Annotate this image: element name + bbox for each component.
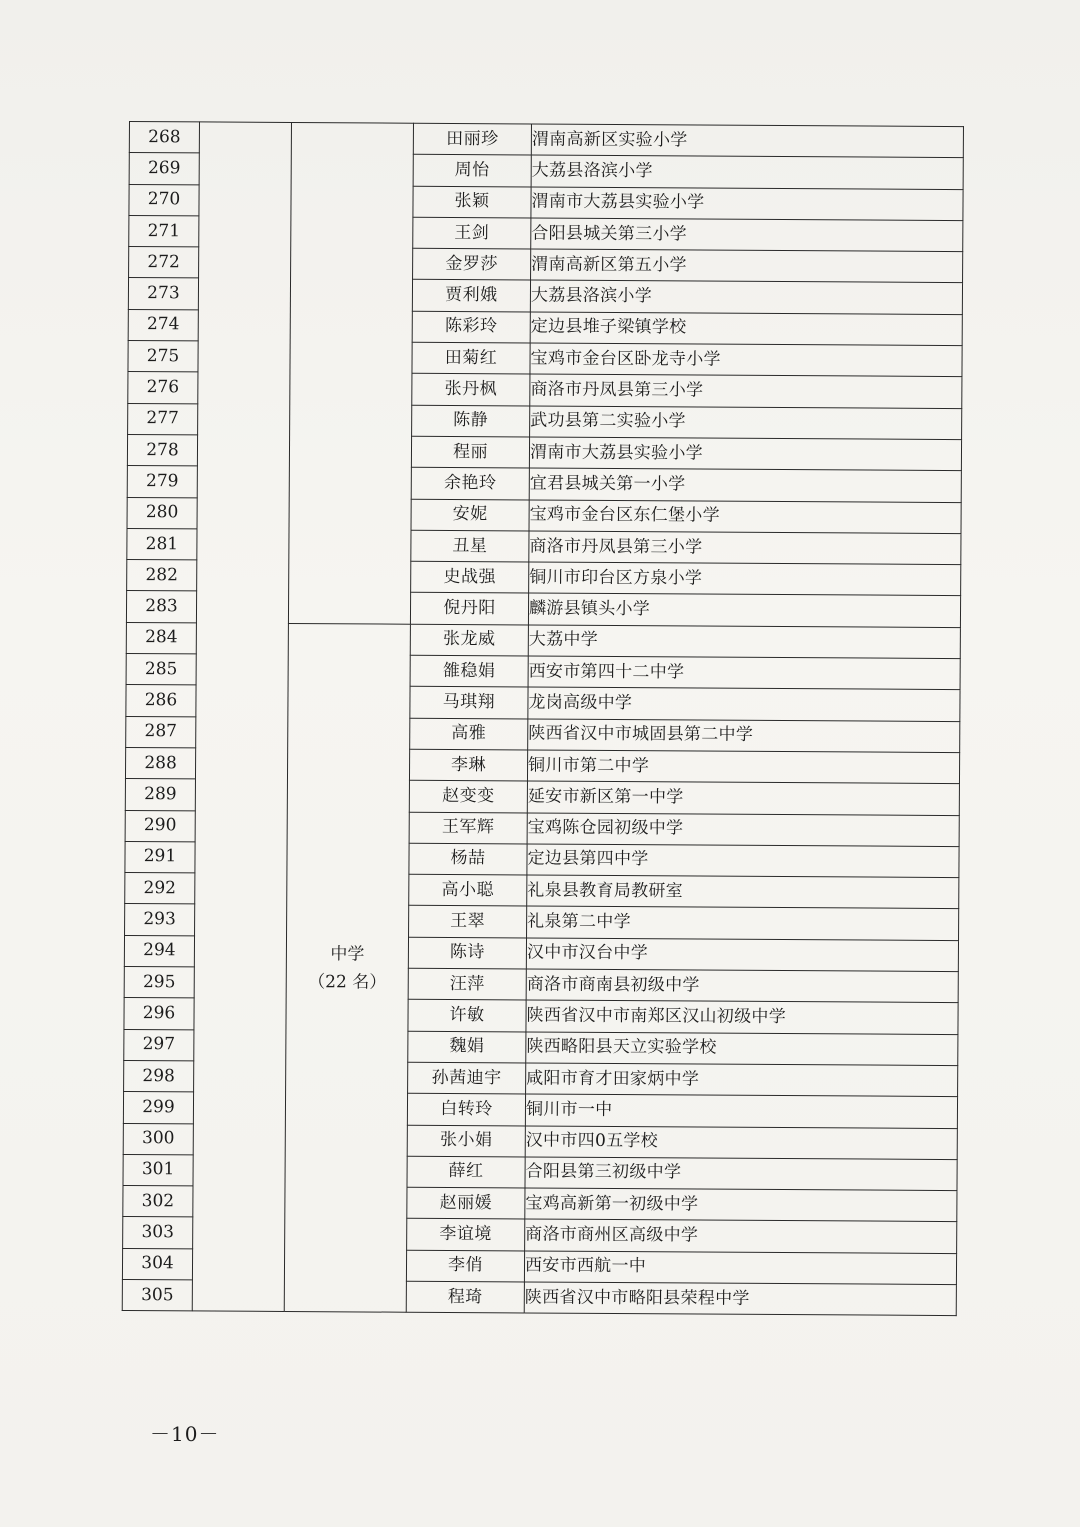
row-number: 292 [125, 873, 195, 905]
school-name: 铜川市一中 [525, 1094, 957, 1128]
school-name: 合阳县城关第三小学 [531, 218, 963, 252]
row-number: 279 [127, 466, 197, 498]
row-number: 268 [129, 122, 199, 154]
teacher-name: 赵丽媛 [407, 1187, 525, 1219]
teacher-name: 陈诗 [408, 937, 526, 969]
teacher-name: 田菊红 [412, 342, 530, 374]
group-cell [192, 122, 291, 1312]
row-number: 285 [126, 654, 196, 686]
teacher-name: 倪丹阳 [410, 593, 528, 625]
teacher-name: 张丹枫 [412, 374, 530, 406]
table-row [129, 122, 963, 158]
row-number: 270 [129, 184, 199, 216]
teacher-name: 金罗莎 [413, 248, 531, 280]
school-name: 宜君县城关第一小学 [529, 468, 961, 502]
school-name: 商洛市丹凤县第三小学 [530, 374, 962, 408]
school-name: 渭南市大荔县实验小学 [529, 437, 961, 471]
row-number: 275 [128, 341, 198, 373]
teacher-name: 张龙威 [410, 624, 528, 656]
roster-table [122, 121, 964, 1316]
school-name: 礼泉县教育局教研室 [527, 875, 959, 909]
school-name: 大荔县洛滨小学 [530, 280, 962, 314]
row-number: 297 [124, 1029, 194, 1061]
teacher-name: 安妮 [411, 499, 529, 531]
teacher-name: 程丽 [411, 436, 529, 468]
school-name: 汉中市汉台中学 [526, 938, 958, 972]
school-name: 汉中市四0五学校 [525, 1125, 957, 1159]
row-number: 273 [128, 278, 198, 310]
row-number: 299 [123, 1092, 193, 1124]
school-name: 商洛市商州区高级中学 [525, 1219, 957, 1253]
row-number: 296 [124, 998, 194, 1030]
row-number: 301 [123, 1154, 193, 1186]
school-name: 宝鸡陈仓园初级中学 [527, 812, 959, 846]
row-number: 290 [125, 810, 195, 842]
teacher-name: 魏娟 [408, 1031, 526, 1063]
row-number: 271 [129, 215, 199, 247]
teacher-name: 张小娟 [407, 1125, 525, 1157]
teacher-name: 余艳玲 [411, 467, 529, 499]
teacher-name: 赵变变 [409, 780, 527, 812]
row-number: 281 [127, 528, 197, 560]
category-count: （22 名） [308, 971, 387, 993]
teacher-name: 薛红 [407, 1156, 525, 1188]
teacher-name: 高小聪 [409, 874, 527, 906]
teacher-name: 陈彩玲 [412, 311, 530, 343]
teacher-name: 李俏 [406, 1250, 524, 1282]
page-number: －10－ [150, 1422, 220, 1446]
teacher-name: 雒稳娟 [410, 655, 528, 687]
roster-body [122, 122, 963, 1316]
teacher-name: 周怡 [413, 155, 531, 187]
row-number: 303 [123, 1217, 193, 1249]
row-number: 286 [126, 685, 196, 717]
row-number: 288 [125, 747, 195, 779]
school-name: 陕西省汉中市城固县第二中学 [528, 719, 960, 753]
teacher-name: 程琦 [406, 1281, 524, 1313]
category-cell-primary [288, 122, 413, 623]
school-name: 龙岗高级中学 [528, 687, 960, 721]
school-name: 定边县堆子梁镇学校 [530, 312, 962, 346]
school-name: 渭南市大荔县实验小学 [531, 187, 963, 221]
row-number: 277 [128, 403, 198, 435]
row-number: 300 [123, 1123, 193, 1155]
school-name: 陕西省汉中市南郑区汉山初级中学 [526, 1000, 958, 1034]
row-number: 295 [124, 967, 194, 999]
row-number: 284 [126, 622, 196, 654]
row-number: 269 [129, 153, 199, 185]
row-number: 293 [125, 904, 195, 936]
row-number: 287 [126, 716, 196, 748]
teacher-name: 张颖 [413, 186, 531, 218]
school-name: 铜川市印台区方泉小学 [529, 562, 961, 596]
school-name: 宝鸡市金台区卧龙寺小学 [530, 343, 962, 377]
teacher-name: 李谊境 [407, 1219, 525, 1251]
school-name: 铜川市第二中学 [527, 750, 959, 784]
row-number: 278 [127, 434, 197, 466]
row-number: 272 [129, 247, 199, 279]
teacher-name: 杨喆 [409, 843, 527, 875]
row-number: 280 [127, 497, 197, 529]
row-number: 289 [125, 779, 195, 811]
teacher-name: 孙茜迪宇 [408, 1062, 526, 1094]
teacher-name: 贾利娥 [412, 280, 530, 312]
school-name: 商洛市商南县初级中学 [526, 969, 958, 1003]
teacher-name: 陈静 [412, 405, 530, 437]
row-number: 283 [126, 591, 196, 623]
teacher-name: 王剑 [413, 217, 531, 249]
school-name: 定边县第四中学 [527, 844, 959, 878]
teacher-name: 王翠 [409, 906, 527, 938]
row-number: 291 [125, 841, 195, 873]
school-name: 渭南高新区实验小学 [531, 124, 963, 158]
school-name: 礼泉第二中学 [527, 906, 959, 940]
teacher-name: 丑星 [411, 530, 529, 562]
teacher-name: 李琳 [409, 749, 527, 781]
teacher-name: 许敏 [408, 1000, 526, 1032]
teacher-name: 史战强 [411, 561, 529, 593]
school-name: 西安市第四十二中学 [528, 656, 960, 690]
teacher-name: 白转玲 [407, 1093, 525, 1125]
school-name: 武功县第二实验小学 [530, 406, 962, 440]
teacher-name: 田丽珍 [413, 123, 531, 155]
school-name: 宝鸡高新第一初级中学 [525, 1188, 957, 1222]
category-label: 中学 [330, 943, 365, 964]
teacher-name: 马琪翔 [410, 687, 528, 719]
row-number: 274 [128, 309, 198, 341]
school-name: 渭南高新区第五小学 [531, 249, 963, 283]
row-number: 302 [123, 1186, 193, 1218]
school-name: 商洛市丹凤县第三小学 [529, 531, 961, 565]
row-number: 294 [124, 935, 194, 967]
teacher-name: 王军辉 [409, 812, 527, 844]
row-number: 282 [127, 560, 197, 592]
school-name: 西安市西航一中 [524, 1251, 956, 1285]
teacher-name: 高雅 [410, 718, 528, 750]
teacher-name: 汪萍 [408, 968, 526, 1000]
school-name: 合阳县第三初级中学 [525, 1157, 957, 1191]
school-name: 陕西略阳县天立实验学校 [526, 1032, 958, 1066]
school-name: 陕西省汉中市略阳县荣程中学 [524, 1282, 956, 1316]
school-name: 麟游县镇头小学 [528, 593, 960, 627]
row-number: 276 [128, 372, 198, 404]
row-number: 305 [122, 1279, 192, 1311]
school-name: 大荔县洛滨小学 [531, 155, 963, 189]
row-number: 304 [122, 1248, 192, 1280]
school-name: 宝鸡市金台区东仁堡小学 [529, 500, 961, 534]
category-cell-middle-school [284, 623, 410, 1312]
school-name: 延安市新区第一中学 [527, 781, 959, 815]
row-number: 298 [124, 1060, 194, 1092]
school-name: 咸阳市育才田家炳中学 [526, 1063, 958, 1097]
school-name: 大荔中学 [528, 625, 960, 659]
